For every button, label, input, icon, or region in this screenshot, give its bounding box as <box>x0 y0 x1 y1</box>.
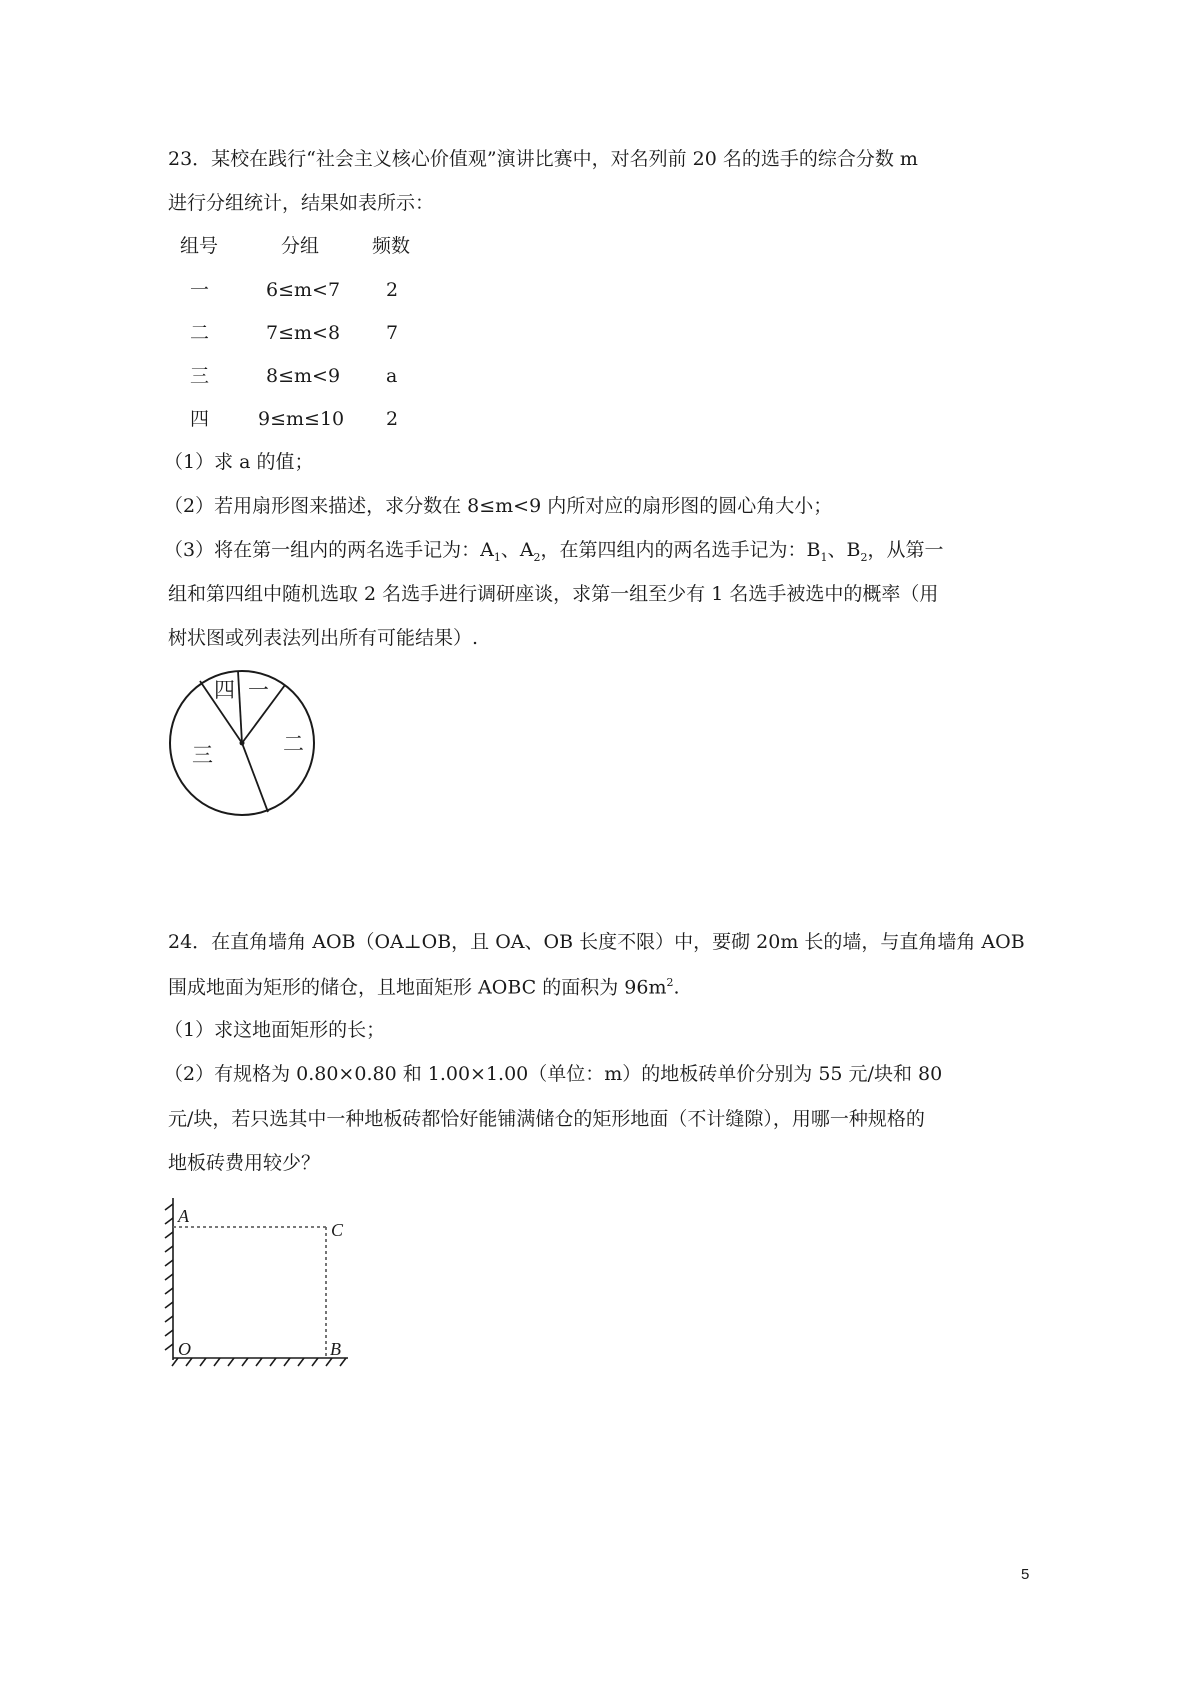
wall-hatching-vertical <box>165 1198 173 1360</box>
table-cell: 二 <box>190 322 210 344</box>
table-cell: a <box>386 365 398 387</box>
q23-part-3-line-1: （3）将在第一组内的两名选手记为：$A_1$、$A_2$，在第四组内的两名选手记为：$B_1$、$B_2$，从第一 <box>164 539 944 564</box>
pie-divider <box>238 671 242 743</box>
q24-part-2-line-2: 元/块，若只选其中一种地板砖都恰好能铺满储仓的矩形地面（不计缝隙），用哪一种规格的 <box>168 1108 925 1130</box>
table-cell: 7 <box>386 322 399 344</box>
point-label-c: C <box>331 1220 344 1240</box>
table-cell: 8≤m<9 <box>266 365 341 387</box>
table-header-range: 分组 <box>281 235 320 257</box>
table-cell: 四 <box>190 408 210 430</box>
pie-label-three: 三 <box>192 743 213 767</box>
q23-part-3-line-3: 树状图或列表法列出所有可能结果）. <box>168 627 479 649</box>
q24-stem-line-2: 围成地面为矩形的储仓，且地面矩形 AOBC 的面积为 $96m^2$. <box>168 976 680 999</box>
q23-part-3-line-2: 组和第四组中随机选取 2 名选手进行调研座谈，求第一组至少有 1 名选手被选中的概率（用 <box>168 583 939 605</box>
point-label-o: O <box>178 1339 191 1359</box>
table-cell: 2 <box>386 279 399 301</box>
table-header-frequency: 频数 <box>372 235 411 257</box>
table-cell: 2 <box>386 408 399 430</box>
q24-stem-line-1: 24．在直角墙角 AOB（OA⊥OB，且 OA、OB 长度不限）中，要砌 20m 长的墙，与直角墙角 AOB <box>168 931 1025 953</box>
dashed-rectangle <box>173 1227 326 1358</box>
table-cell: 一 <box>190 279 210 301</box>
pie-divider <box>242 743 268 812</box>
point-label-a: A <box>178 1206 189 1226</box>
pie-figure <box>164 664 324 824</box>
q23-stem-line-1: 23．某校在践行“社会主义核心价值观”演讲比赛中，对名列前 20 名的选手的综合分数 m <box>168 148 918 170</box>
pie-label-one: 一 <box>248 678 269 702</box>
wall-hatching-horizontal <box>172 1358 348 1366</box>
table-cell: 7≤m<8 <box>266 322 341 344</box>
table-cell: 三 <box>190 365 210 387</box>
table-cell: 9≤m≤10 <box>258 408 345 430</box>
q24-part-2-line-1: （2）有规格为 0.80×0.80 和 1.00×1.00（单位：m）的地板砖单价分别为 55 元/块和 80 <box>164 1063 943 1085</box>
table-header-group-no: 组号 <box>180 235 219 257</box>
point-label-b: B <box>330 1339 341 1359</box>
table-cell: 6≤m<7 <box>266 279 341 301</box>
q23-part-1: （1）求 a 的值； <box>164 451 314 473</box>
q24-part-2-line-3: 地板砖费用较少？ <box>168 1152 321 1174</box>
pie-label-two: 二 <box>283 732 304 756</box>
q24-part-1: （1）求这地面矩形的长； <box>164 1019 386 1041</box>
q23-stem-line-2: 进行分组统计，结果如表所示： <box>168 192 435 214</box>
q23-part-2: （2）若用扇形图来描述，求分数在 8≤m<9 内所对应的扇形图的圆心角大小； <box>164 495 833 517</box>
page-number: 5 <box>1021 1566 1030 1583</box>
pie-center-dot <box>240 741 245 746</box>
pie-label-four: 四 <box>214 678 235 702</box>
wall-corner-figure <box>160 1190 360 1370</box>
